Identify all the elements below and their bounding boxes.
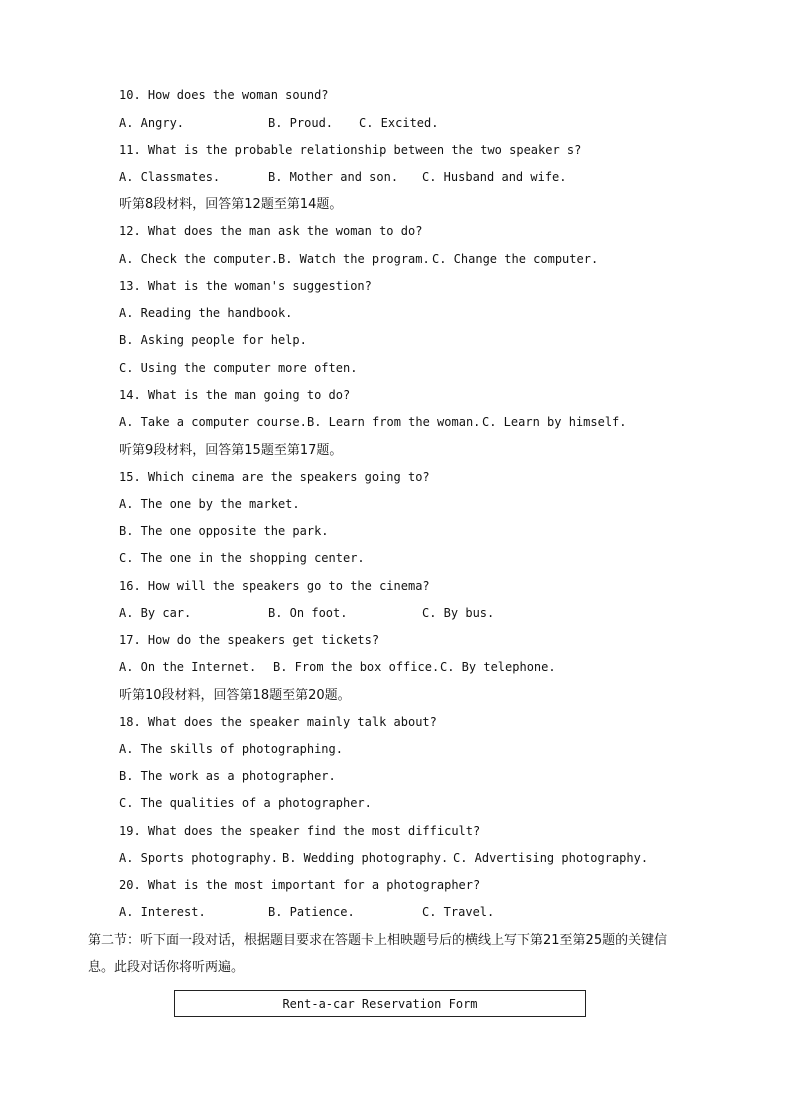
q19-option-c: C. Advertising photography. — [453, 851, 649, 865]
part2-instructions-line2: 息。此段对话你将听两遍。 — [88, 960, 245, 975]
question-15: 15. Which cinema are the speakers going to? — [119, 470, 430, 484]
question-10: 10. How does the woman sound? — [119, 88, 329, 102]
q20-option-a: A. Interest. — [119, 905, 206, 919]
q12-option-c: C. Change the computer. — [432, 252, 599, 266]
q17-option-c: C. By telephone. — [440, 660, 556, 674]
part2-instructions-line1: 第二节：听下面一段对话，根据题目要求在答题卡上相映题号后的横线上写下第21至第25题的关键信 — [88, 933, 668, 948]
q16-option-b: B. On foot. — [268, 606, 348, 620]
q11-option-c: C. Husband and wife. — [422, 170, 567, 184]
q14-option-c: C. Learn by himself. — [482, 415, 627, 429]
q17-option-b: B. From the box office. — [273, 660, 440, 674]
q12-option-b: B. Watch the program. — [278, 252, 430, 266]
question-20: 20. What is the most important for a photographer? — [119, 878, 481, 892]
q18-option-b: B. The work as a photographer. — [119, 769, 336, 783]
question-17: 17. How do the speakers get tickets? — [119, 633, 380, 647]
q11-option-a: A. Classmates. — [119, 170, 221, 184]
q10-option-a: A. Angry. — [119, 116, 185, 130]
q10-option-c: C. Excited. — [359, 116, 439, 130]
question-11: 11. What is the probable relationship between the two speaker s? — [119, 143, 582, 157]
section-8-heading: 听第8段材料，回答第12题至第14题。 — [119, 197, 343, 212]
q20-option-b: B. Patience. — [268, 905, 355, 919]
question-16: 16. How will the speakers go to the cinema? — [119, 579, 430, 593]
section-10-heading: 听第10段材料，回答第18题至第20题。 — [119, 688, 351, 703]
q14-option-a: A. Take a computer course. — [119, 415, 307, 429]
q14-option-b: B. Learn from the woman. — [307, 415, 481, 429]
q13-option-c: C. Using the computer more often. — [119, 361, 358, 375]
question-13: 13. What is the woman's suggestion? — [119, 279, 372, 293]
q16-option-c: C. By bus. — [422, 606, 495, 620]
q18-option-c: C. The qualities of a photographer. — [119, 796, 372, 810]
q15-option-a: A. The one by the market. — [119, 497, 300, 511]
q10-option-b: B. Proud. — [268, 116, 334, 130]
q20-option-c: C. Travel. — [422, 905, 495, 919]
q15-option-b: B. The one opposite the park. — [119, 524, 329, 538]
q19-option-b: B. Wedding photography. — [282, 851, 449, 865]
q16-option-a: A. By car. — [119, 606, 192, 620]
question-12: 12. What does the man ask the woman to do? — [119, 224, 423, 238]
q13-option-a: A. Reading the handbook. — [119, 306, 293, 320]
q13-option-b: B. Asking people for help. — [119, 333, 307, 347]
reservation-form-title: Rent-a-car Reservation Form — [174, 990, 586, 1017]
section-9-heading: 听第9段材料，回答第15题至第17题。 — [119, 443, 343, 458]
q18-option-a: A. The skills of photographing. — [119, 742, 343, 756]
q12-option-a: A. Check the computer. — [119, 252, 278, 266]
question-18: 18. What does the speaker mainly talk about? — [119, 715, 437, 729]
q17-option-a: A. On the Internet. — [119, 660, 257, 674]
question-19: 19. What does the speaker find the most difficult? — [119, 824, 481, 838]
q19-option-a: A. Sports photography. — [119, 851, 278, 865]
q15-option-c: C. The one in the shopping center. — [119, 551, 365, 565]
question-14: 14. What is the man going to do? — [119, 388, 351, 402]
q11-option-b: B. Mother and son. — [268, 170, 399, 184]
